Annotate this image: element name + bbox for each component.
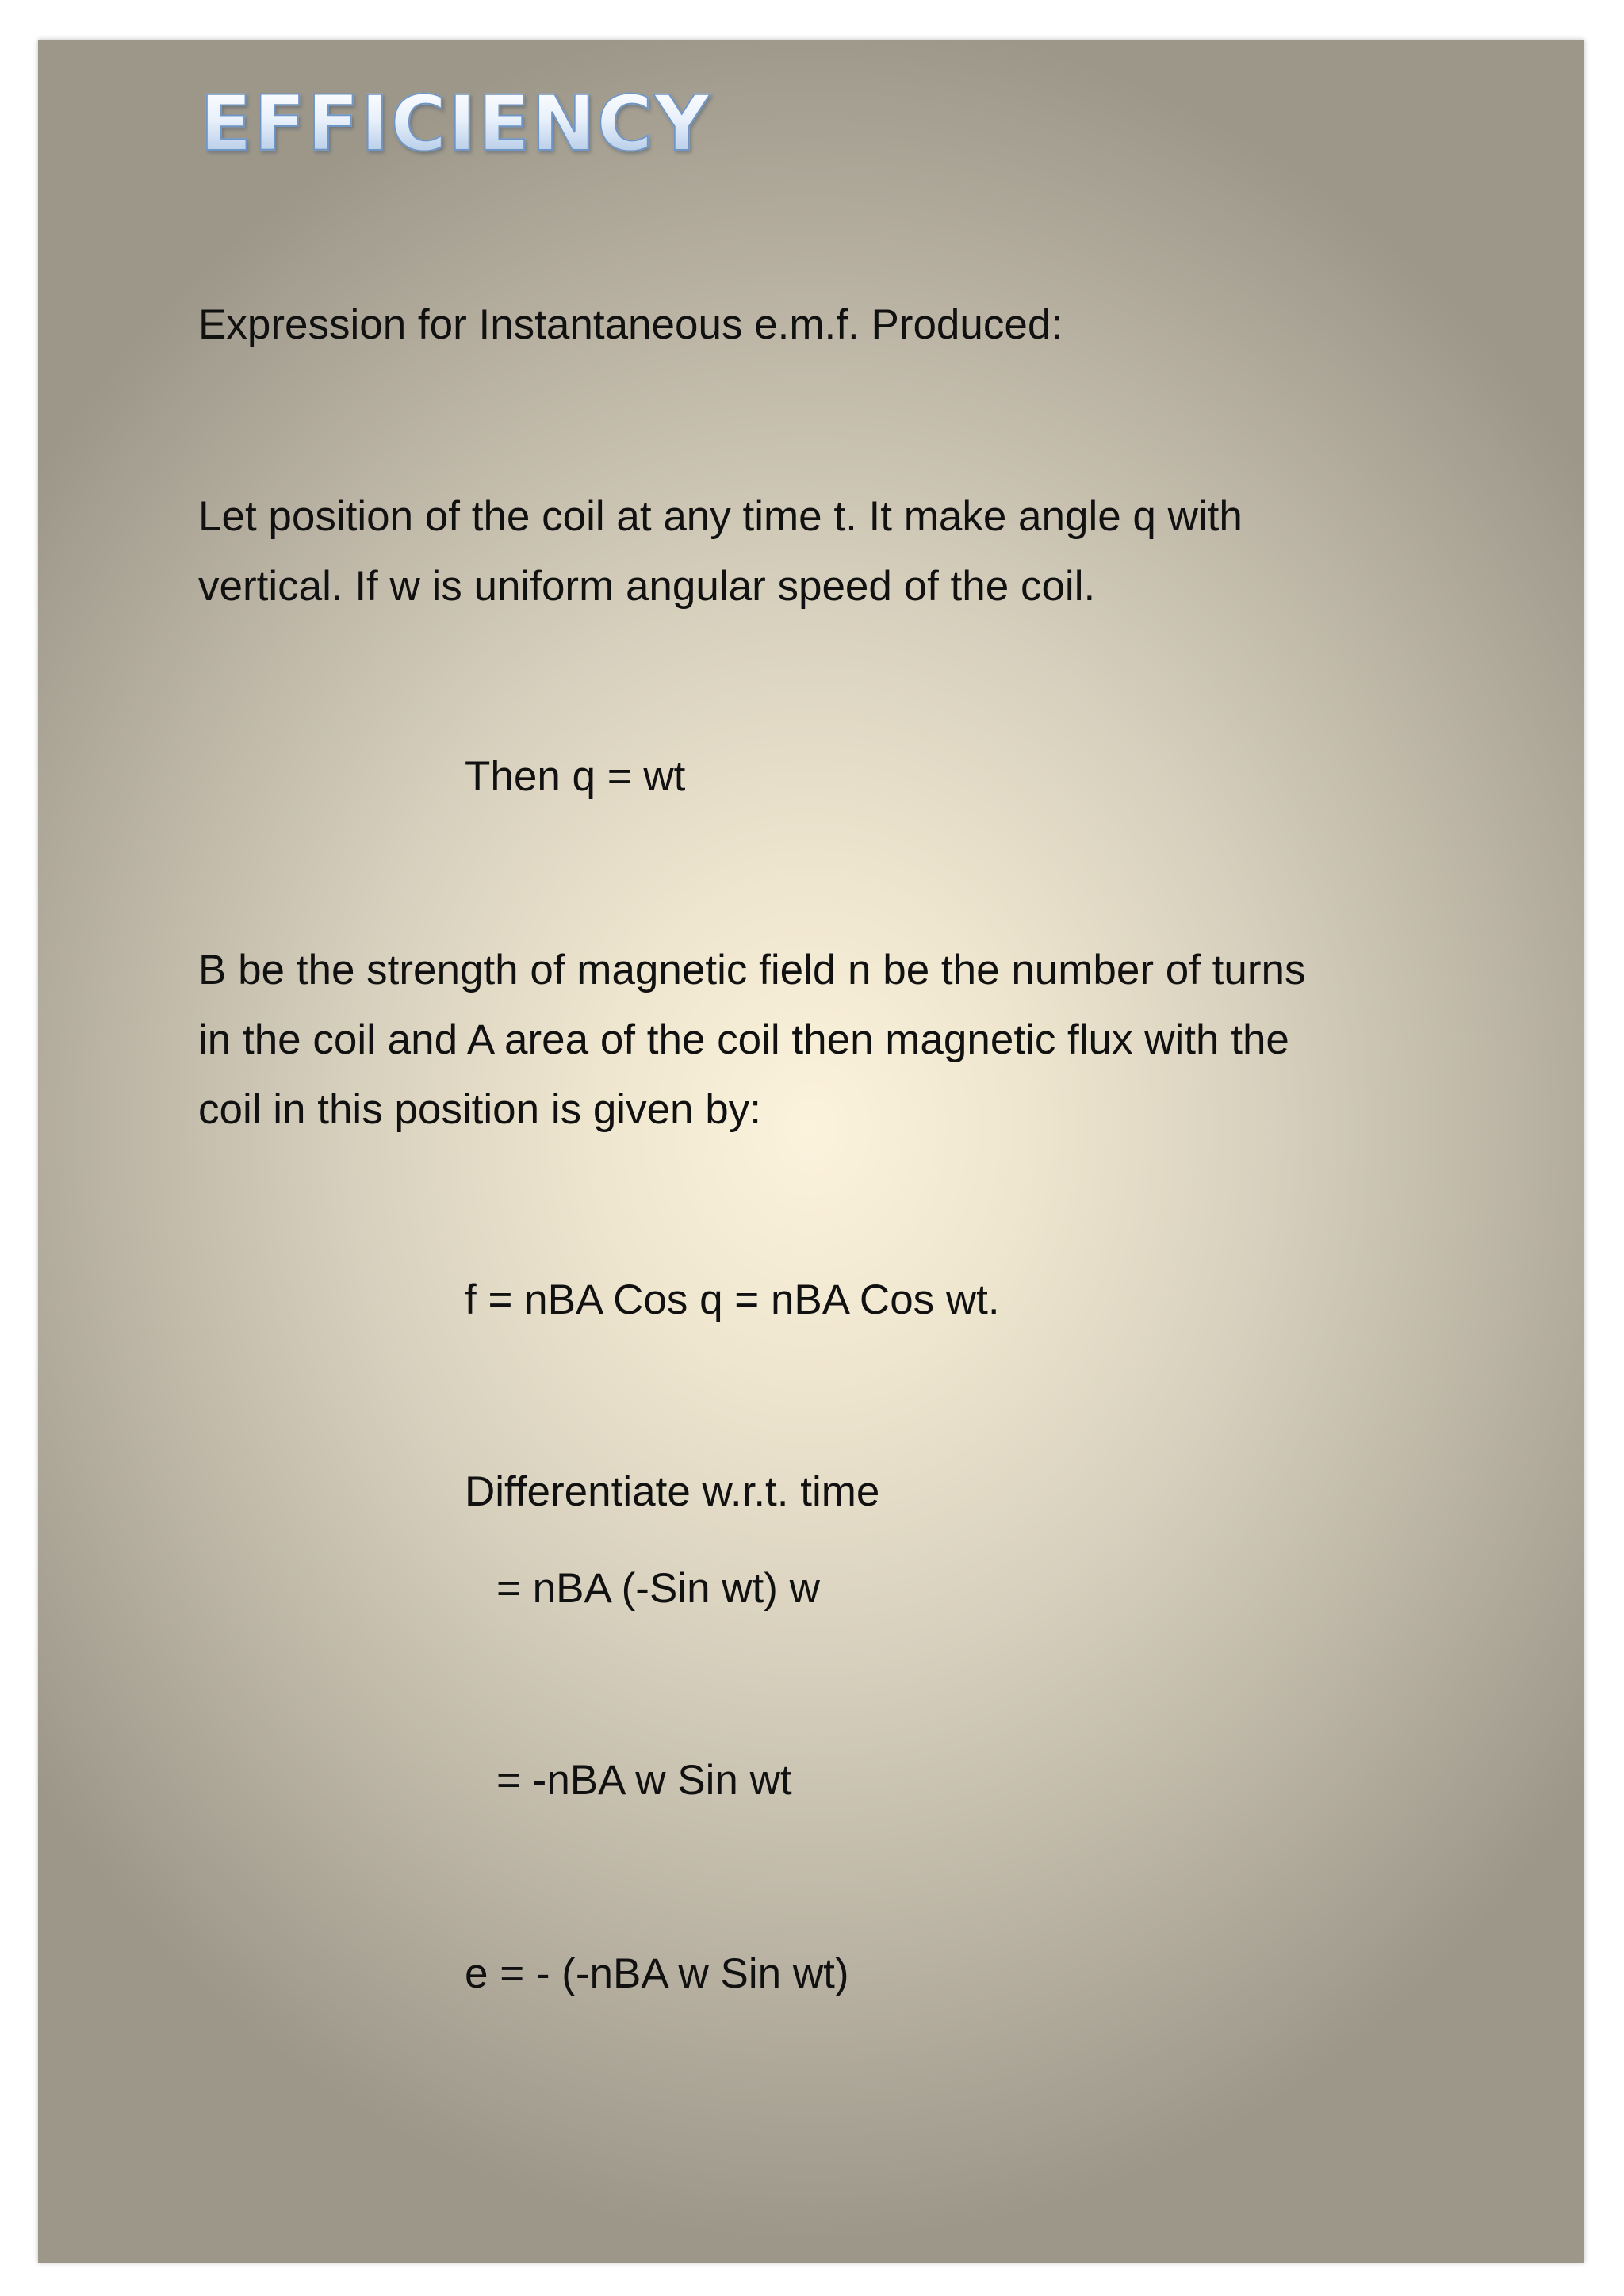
equation-step-2: = -nBA w Sin wt <box>496 1757 792 1804</box>
equation-step-1: = nBA (-Sin wt) w <box>496 1565 820 1612</box>
paragraph-line: B be the strength of magnetic field n be the number of turns <box>198 947 1306 993</box>
paragraph-coil-position <box>198 482 1483 622</box>
equation-angle: Then q = wt <box>465 753 686 800</box>
equation-flux: f = nBA Cos q = nBA Cos wt. <box>465 1276 1000 1323</box>
paragraph-line: Let position of the coil at any time t. It make angle q with <box>198 493 1243 540</box>
paragraph-line: in the coil and A area of the coil then magnetic flux with the <box>198 1016 1289 1063</box>
paragraph-line: coil in this position is given by: <box>198 1086 761 1133</box>
section-heading: Expression for Instantaneous e.m.f. Produced: <box>198 301 1063 348</box>
differentiate-text: Differentiate w.r.t. time <box>465 1468 880 1515</box>
paragraph-magnetic-flux <box>198 936 1483 1145</box>
paragraph-line: vertical. If w is uniform angular speed of the coil. <box>198 563 1096 610</box>
page-title: EFFICIENCY <box>200 79 711 168</box>
equation-emf: e = - (-nBA w Sin wt) <box>465 1950 849 1997</box>
document-page <box>38 40 1584 2263</box>
